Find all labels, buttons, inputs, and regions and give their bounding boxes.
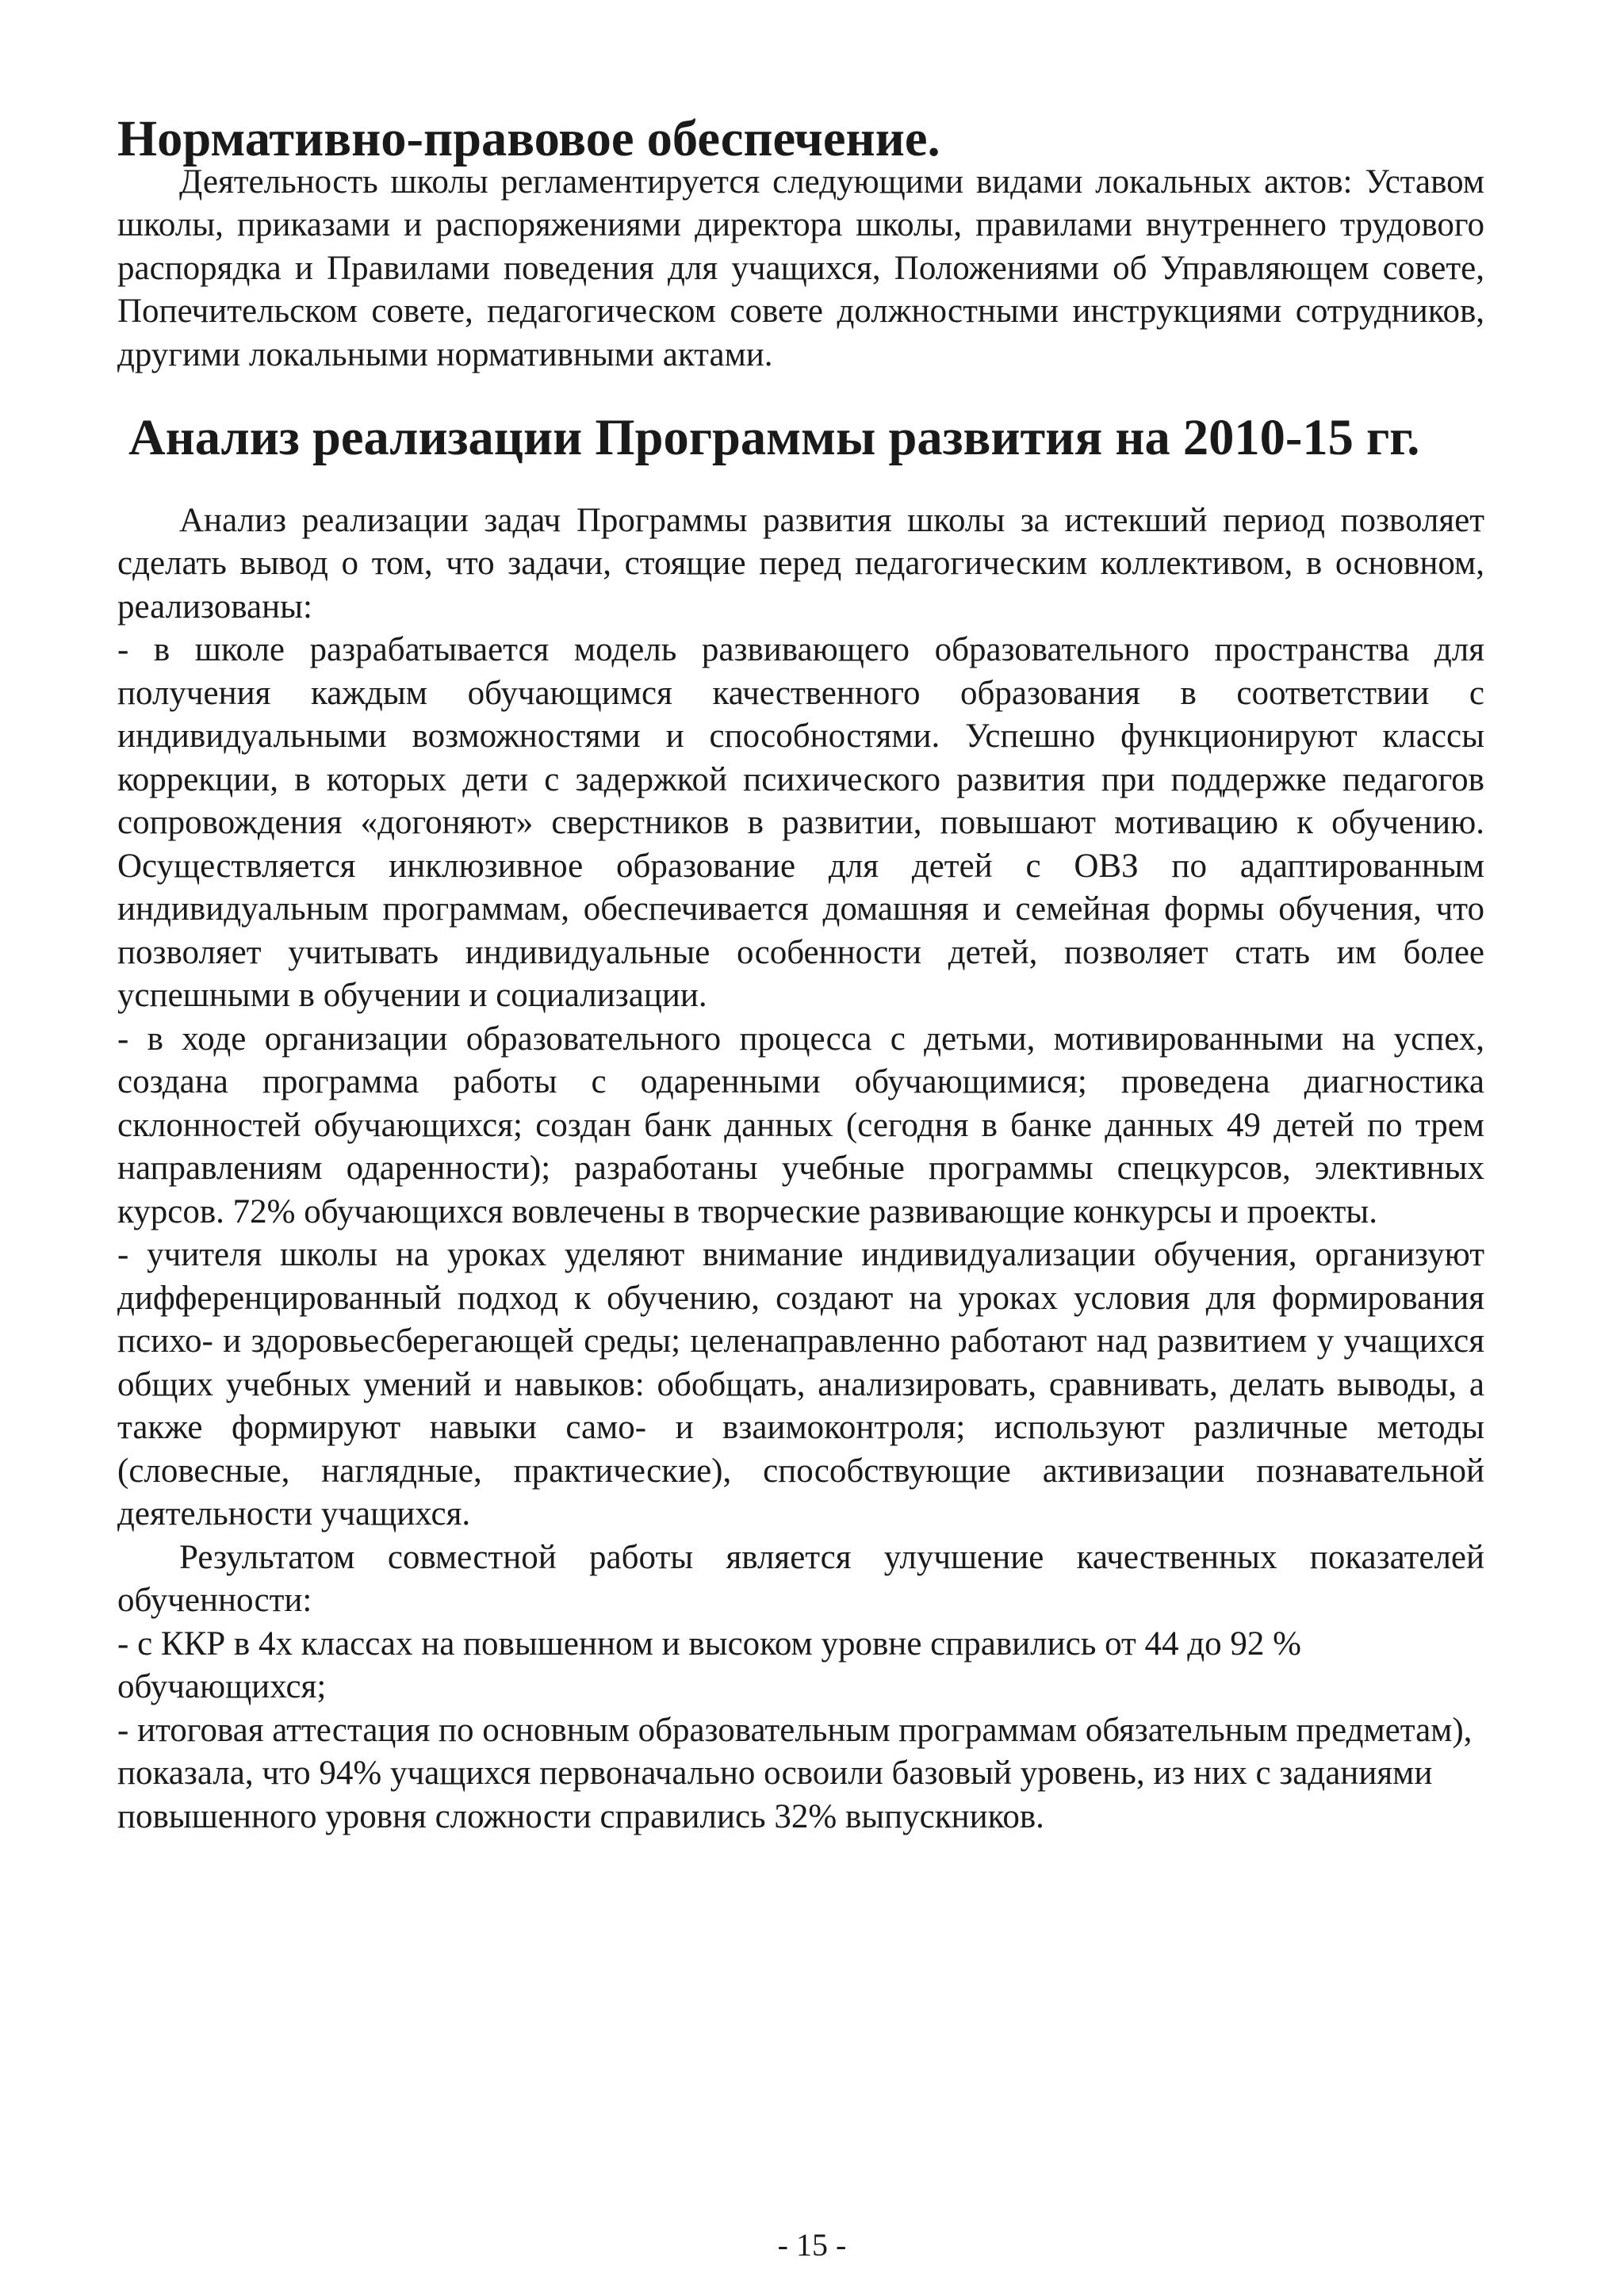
list-item: - учителя школы на уроках уделяют внимание индивидуализации обучения, организуют дифференцированный подход к обучению, создают на уроках условия для формирования психо- и здоровьесберегающей среды; целенаправленно работают над развитием у учащихся общих учебных умений и навыков: обобщать, анализировать, сравнивать, делать выводы, а также формируют навыки само- и взаимоконтроля; используют различные методы (словесные, наглядные, практические), способствующие активизации познавательной деятельности учащихся. [117,1236,1484,1533]
list-item: - итоговая аттестация по основным образовательным программам обязательным предметам), показала, что 94% учащихся первоначально освоили базовый уровень, из них с заданиями повышенного уровня сложности справились 32% выпускников. [117,1711,1473,1835]
list-item: - в школе разрабатывается модель развивающего образовательного пространства для получения каждым обучающимся качественного образования в соответствии с индивидуальными возможностями и способностями. Успешно функционируют классы коррекции, в которых дети с задержкой психического развития при поддержке педагогов сопровождения «догоняют» сверстников в развитии, повышают мотивацию к обучению. Осуществляется инклюзивное образование для детей с ОВЗ по адаптированным индивидуальным программам, обеспечивается домашняя и семейная формы обучения, что позволяет учитывать индивидуальные особенности детей, позволяет стать им более успешными в обучении и социализации. [117,631,1484,1014]
list-item: - в ходе организации образовательного процесса с детьми, мотивированными на успех, создана программа работы с одаренными обучающимися; проведена диагностика склонностей обучающихся; создан банк данных (сегодня в банке данных 49 детей по трем направлениям одаренности); разработаны учебные программы спецкурсов, элективных курсов. 72% обучающихся вовлечены в творческие развивающие конкурсы и проекты. [117,1020,1484,1230]
section-heading-legal: Нормативно-правовое обеспечение. [117,110,940,166]
list-item: - с ККР в 4х классах на повышенном и высоком уровне справились от 44 до 92 % обучающихся; [117,1624,1301,1705]
paragraph-analysis-intro: Анализ реализации задач Программы развития школы за истекший период позволяет сделать вывод о том, что задачи, стоящие перед педагогическим коллективом, в основном, реализованы: [117,501,1484,626]
paragraph-results-intro: Результатом совместной работы является улучшение качественных показателей обученности: [117,1538,1484,1619]
paragraph-local-acts: Деятельность школы регламентируется следующими видами локальных актов: Уставом школы, приказами и распоряжениями директора школы, правилами внутреннего трудового распорядка и Правилами поведения для учащихся, Положениями об Управляющем совете, Попечительском совете, педагогическом совете должностными инструкциями сотрудников, другими локальными нормативными актами. [117,163,1484,373]
section-heading-analysis: Анализ реализации Программы развития на 2010-15 гг. [128,409,1420,465]
page-number: - 15 - [777,2227,847,2263]
document-page [117,110,1484,1839]
